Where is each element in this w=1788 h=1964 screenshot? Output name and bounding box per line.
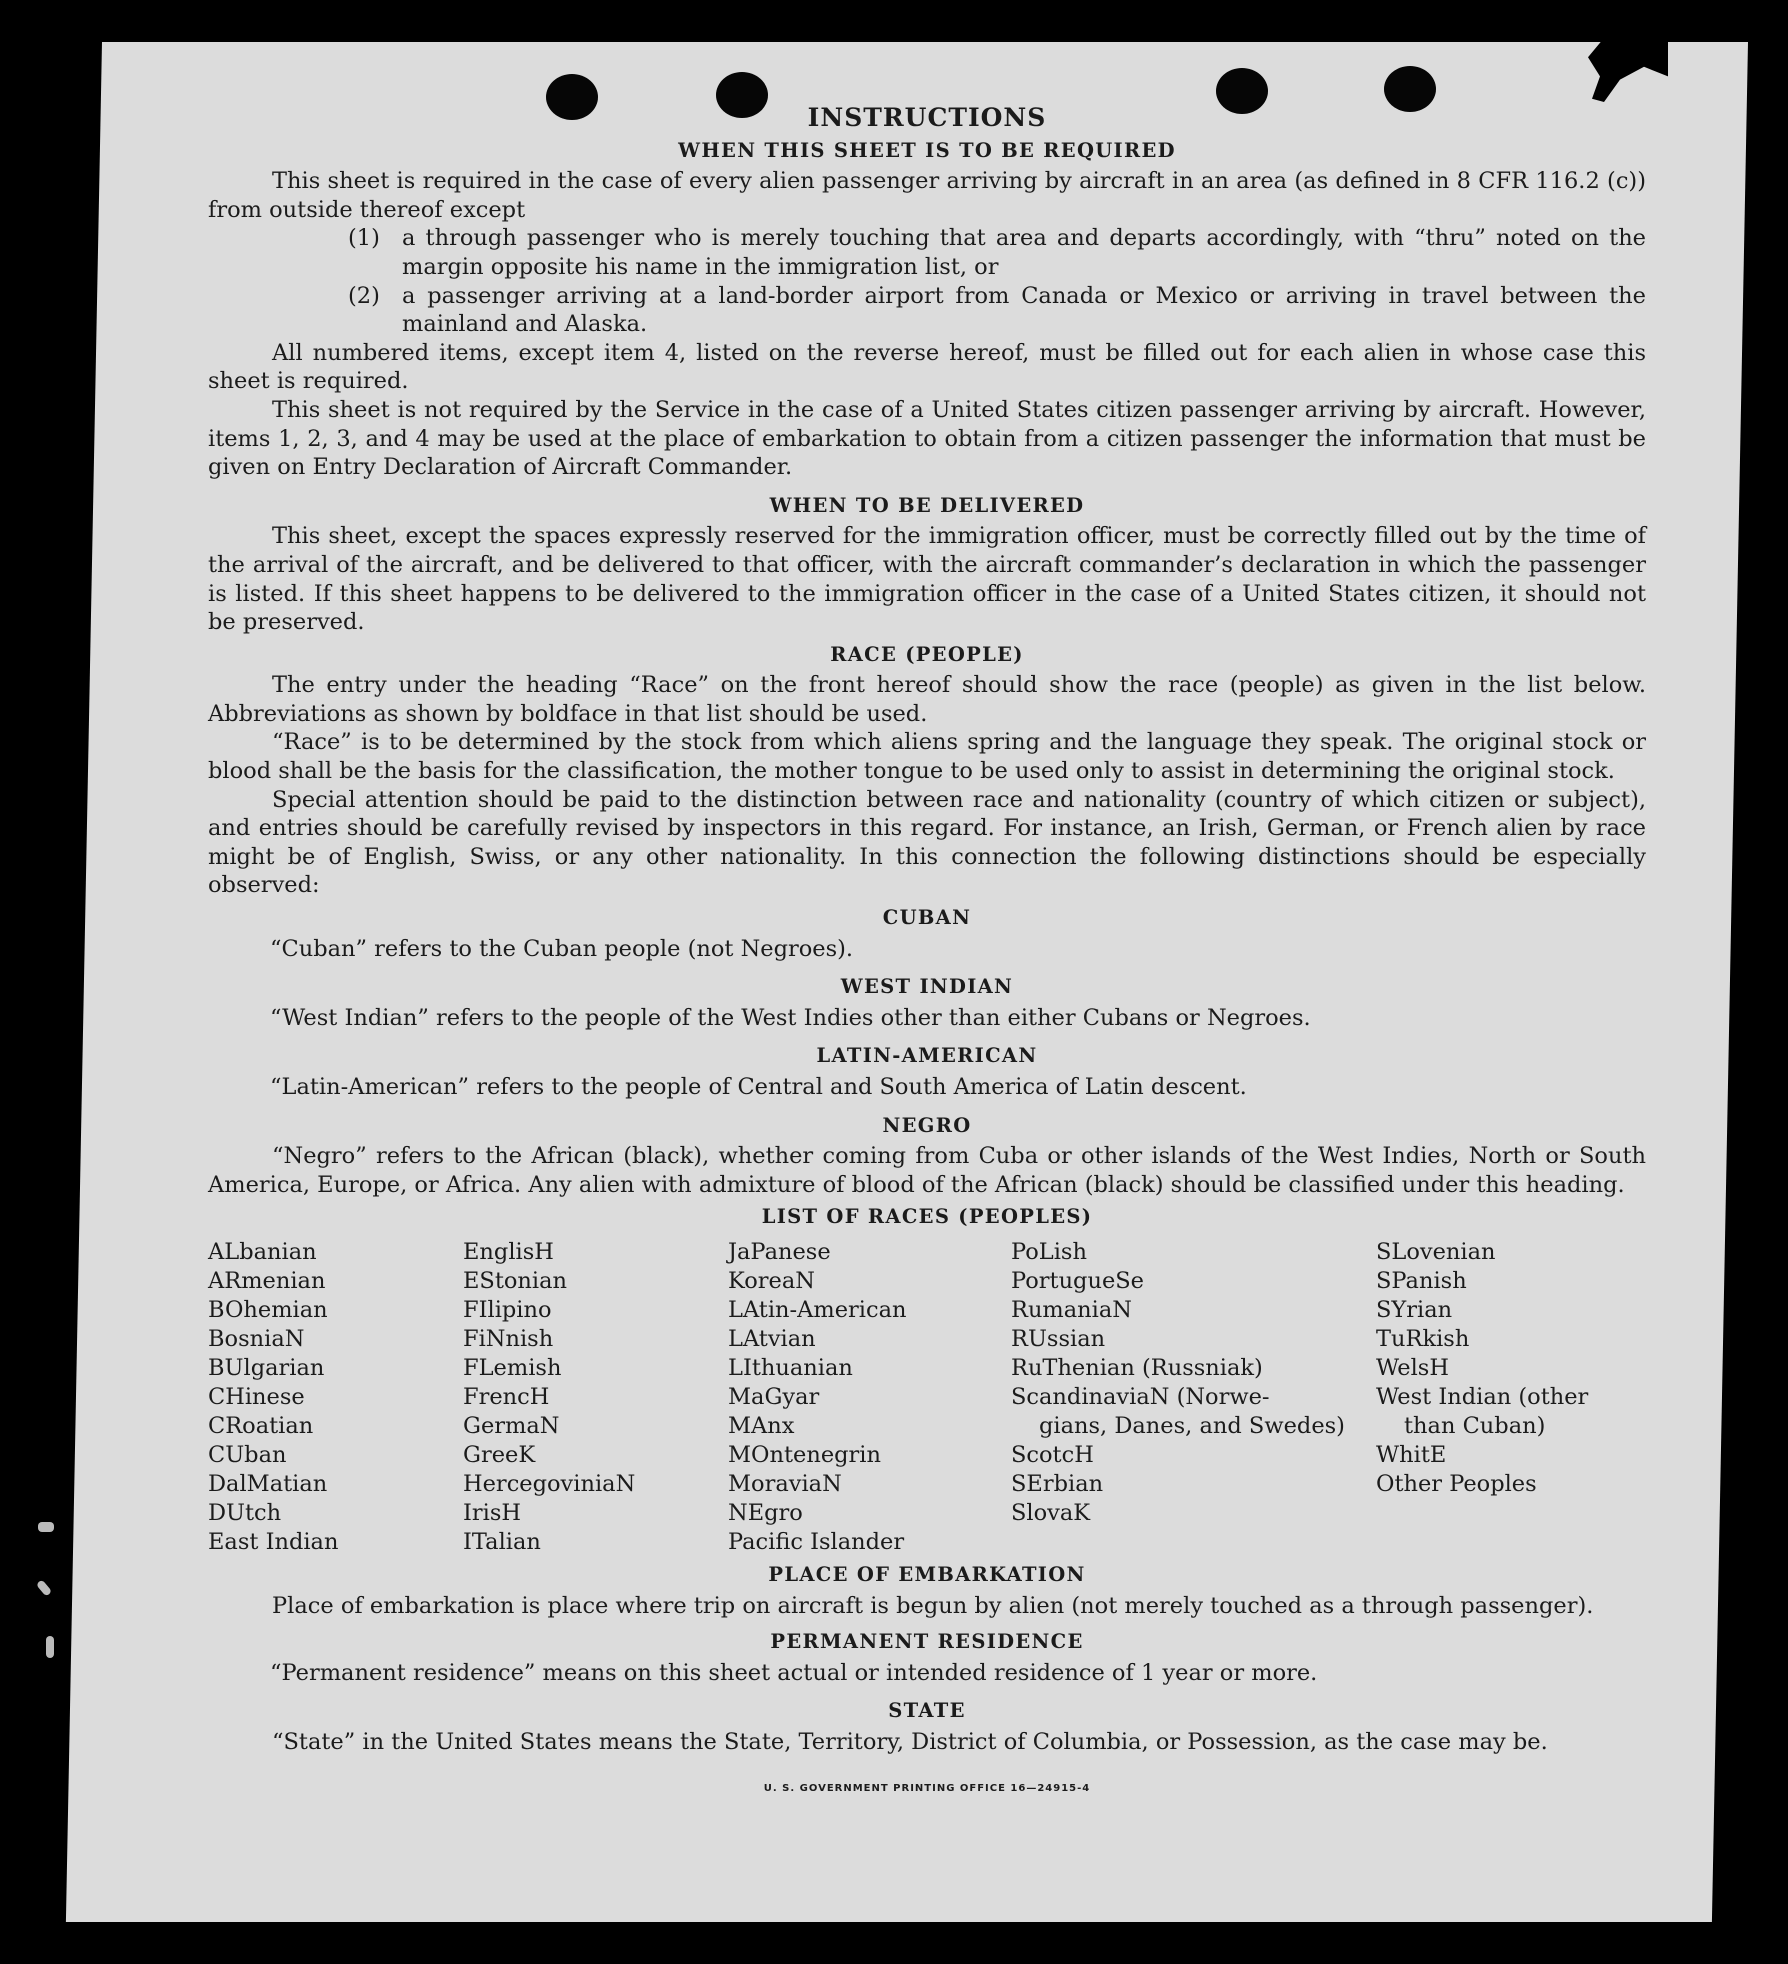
race-item: West Indian (other xyxy=(1376,1383,1589,1410)
numbered-item xyxy=(348,224,1646,281)
scan-mark xyxy=(36,1579,52,1596)
item-text: a through passenger who is merely touching that area and departs accordingly, with “thru” noted on the margin opposite his name in the immigration list, or xyxy=(402,225,1646,280)
race-item: JaPanese xyxy=(728,1238,831,1265)
race-item: SErbian xyxy=(1011,1470,1104,1497)
paragraph: “Negro” refers to the African (black), whether coming from Cuba or other islands of the West Indies, North or South America, Europe, or Africa. Any alien with admixture of blood of the African (black) should be classified under this heading. xyxy=(208,1143,1646,1198)
paragraph: This sheet, except the spaces expressly reserved for the immigration officer, must be correctly filled out by the time of the arrival of the aircraft, and be delivered to that officer, with the aircraft commander’s declaration in which the passenger is listed. If this sheet happens to be delivered to the immigration officer in the case of a United States citizen, it should not be preserved. xyxy=(208,523,1646,636)
race-item: GreeK xyxy=(463,1441,536,1468)
race-column xyxy=(1376,1238,1646,1557)
paragraph: All numbered items, except item 4, listed on the reverse hereof, must be filled out for each alien in whose case this sheet is required. xyxy=(208,339,1646,395)
scan-mark xyxy=(46,1636,54,1658)
document-text xyxy=(208,104,1646,1803)
paragraph: Place of embarkation is place where trip on aircraft is begun by alien (not merely touched as a through passenger). xyxy=(272,1592,1594,1619)
race-item: SYrian xyxy=(1376,1296,1453,1323)
race-item: ITalian xyxy=(463,1528,541,1555)
section-heading: LIST OF RACES (PEOPLES) xyxy=(761,1205,1093,1229)
race-item: FLemish xyxy=(463,1354,562,1381)
race-item: CRoatian xyxy=(208,1412,314,1439)
race-item: FrencH xyxy=(463,1383,550,1410)
race-item: IrisH xyxy=(463,1499,522,1526)
section-heading: PLACE OF EMBARKATION xyxy=(768,1562,1086,1586)
paragraph: This sheet is required in the case of every alien passenger arriving by aircraft in an area (as defined in 8 CFR 116.2 (c)) from outside thereof except xyxy=(208,168,1646,223)
race-item: EnglisH xyxy=(463,1238,554,1265)
race-item: MoraviaN xyxy=(728,1470,842,1497)
race-item: BosniaN xyxy=(208,1325,305,1352)
race-column xyxy=(1011,1238,1376,1557)
race-item: BOhemian xyxy=(208,1296,328,1323)
race-item: WhitE xyxy=(1376,1441,1447,1468)
paragraph: “State” in the United States means the State, Territory, District of Columbia, or Possession, as the case may be. xyxy=(272,1728,1548,1755)
race-item: PoLish xyxy=(1011,1238,1087,1265)
race-item: ScotcH xyxy=(1011,1441,1094,1468)
race-item: KoreaN xyxy=(728,1267,815,1294)
race-item: CUban xyxy=(208,1441,287,1468)
section-heading: RACE (PEOPLE) xyxy=(830,642,1024,666)
race-item: SlovaK xyxy=(1011,1499,1091,1526)
race-item: FIlipino xyxy=(463,1296,552,1323)
definition: “Latin-American” refers to the people of Central and South America of Latin descent. xyxy=(270,1074,1247,1100)
race-item: CHinese xyxy=(208,1383,305,1410)
section-heading: NEGRO xyxy=(882,1113,972,1137)
race-item: FiNnish xyxy=(463,1325,554,1352)
item-number: (1) xyxy=(348,225,380,252)
race-item: RUssian xyxy=(1011,1325,1106,1352)
race-item: TuRkish xyxy=(1376,1325,1470,1352)
race-column xyxy=(463,1238,728,1557)
race-item: ALbanian xyxy=(208,1238,317,1265)
race-item: WelsH xyxy=(1376,1354,1449,1381)
definition: “Cuban” refers to the Cuban people (not Negroes). xyxy=(270,935,854,962)
page-title: INSTRUCTIONS xyxy=(807,103,1047,132)
paragraph: The entry under the heading “Race” on the front hereof should show the race (people) as given in the list below. Abbreviations as shown by boldface in that list should be used. xyxy=(208,672,1646,727)
race-item: Pacific Islander xyxy=(728,1528,905,1555)
race-list xyxy=(208,1238,1646,1557)
race-item: RuThenian (Russniak) xyxy=(1011,1354,1263,1381)
paragraph: Special attention should be paid to the distinction between race and nationality (country of which citizen or subject), and entries should be carefully revised by inspectors in this regard. For instance, an Irish, German, or French alien by race might be of English, Swiss, or any other nationality. In this connection the following distinctions should be especially observed: xyxy=(208,786,1646,899)
race-item: MOntenegrin xyxy=(728,1441,881,1468)
race-item: LIthuanian xyxy=(728,1354,853,1381)
race-item: RumaniaN xyxy=(1011,1296,1132,1323)
scan-mark xyxy=(38,1522,54,1532)
race-item: DUtch xyxy=(208,1499,282,1526)
race-item: DalMatian xyxy=(208,1470,328,1497)
race-item: NEgro xyxy=(728,1499,803,1526)
race-item: ScandinaviaN (Norwe- xyxy=(1011,1383,1270,1410)
section-heading: STATE xyxy=(888,1699,966,1723)
race-item: HercegoviniaN xyxy=(463,1470,636,1497)
race-item: GermaN xyxy=(463,1412,560,1439)
definition: “West Indian” refers to the people of the West Indies other than either Cubans or Negroes. xyxy=(270,1004,1311,1031)
race-item: EStonian xyxy=(463,1267,568,1294)
race-item: SPanish xyxy=(1376,1267,1467,1294)
race-column xyxy=(208,1238,463,1557)
section-heading: PERMANENT RESIDENCE xyxy=(770,1630,1084,1654)
item-text: a passenger arriving at a land-border airport from Canada or Mexico or arriving in travel between the mainland and Alaska. xyxy=(402,282,1646,338)
race-item-continued: gians, Danes, and Swedes) xyxy=(1039,1412,1345,1439)
race-item: SLovenian xyxy=(1376,1238,1496,1265)
race-column xyxy=(728,1238,1011,1557)
section-heading: LATIN-AMERICAN xyxy=(816,1044,1038,1068)
section-heading: CUBAN xyxy=(882,906,972,930)
race-item-continued: than Cuban) xyxy=(1404,1412,1546,1439)
printer-imprint: U. S. GOVERNMENT PRINTING OFFICE 16—24915-4 xyxy=(763,1782,1091,1794)
race-item: MAnx xyxy=(728,1412,795,1439)
definition: “Permanent residence” means on this sheet actual or intended residence of 1 year or more. xyxy=(270,1659,1318,1686)
race-item: PortugueSe xyxy=(1011,1267,1145,1294)
numbered-item xyxy=(348,282,1646,339)
race-item: East Indian xyxy=(208,1528,339,1555)
race-item: Other Peoples xyxy=(1376,1470,1537,1497)
race-item: ARmenian xyxy=(208,1267,326,1294)
section-heading: WHEN TO BE DELIVERED xyxy=(769,493,1085,517)
item-number: (2) xyxy=(348,282,380,309)
section-heading: WEST INDIAN xyxy=(840,975,1014,999)
race-item: LAtin-American xyxy=(728,1296,907,1323)
race-item: BUlgarian xyxy=(208,1354,325,1381)
race-item: LAtvian xyxy=(728,1325,816,1352)
race-item: MaGyar xyxy=(728,1383,820,1410)
section-heading: WHEN THIS SHEET IS TO BE REQUIRED xyxy=(678,138,1176,162)
paragraph: This sheet is not required by the Service in the case of a United States citizen passenger arriving by aircraft. However, items 1, 2, 3, and 4 may be used at the place of embarkation to obtain from a citizen passenger the information that must be given on Entry Declaration of Aircraft Commander. xyxy=(208,396,1646,481)
paragraph: “Race” is to be determined by the stock from which aliens spring and the language they speak. The original stock or blood shall be the basis for the classification, the mother tongue to be used only to assist in determining the original stock. xyxy=(208,729,1646,785)
